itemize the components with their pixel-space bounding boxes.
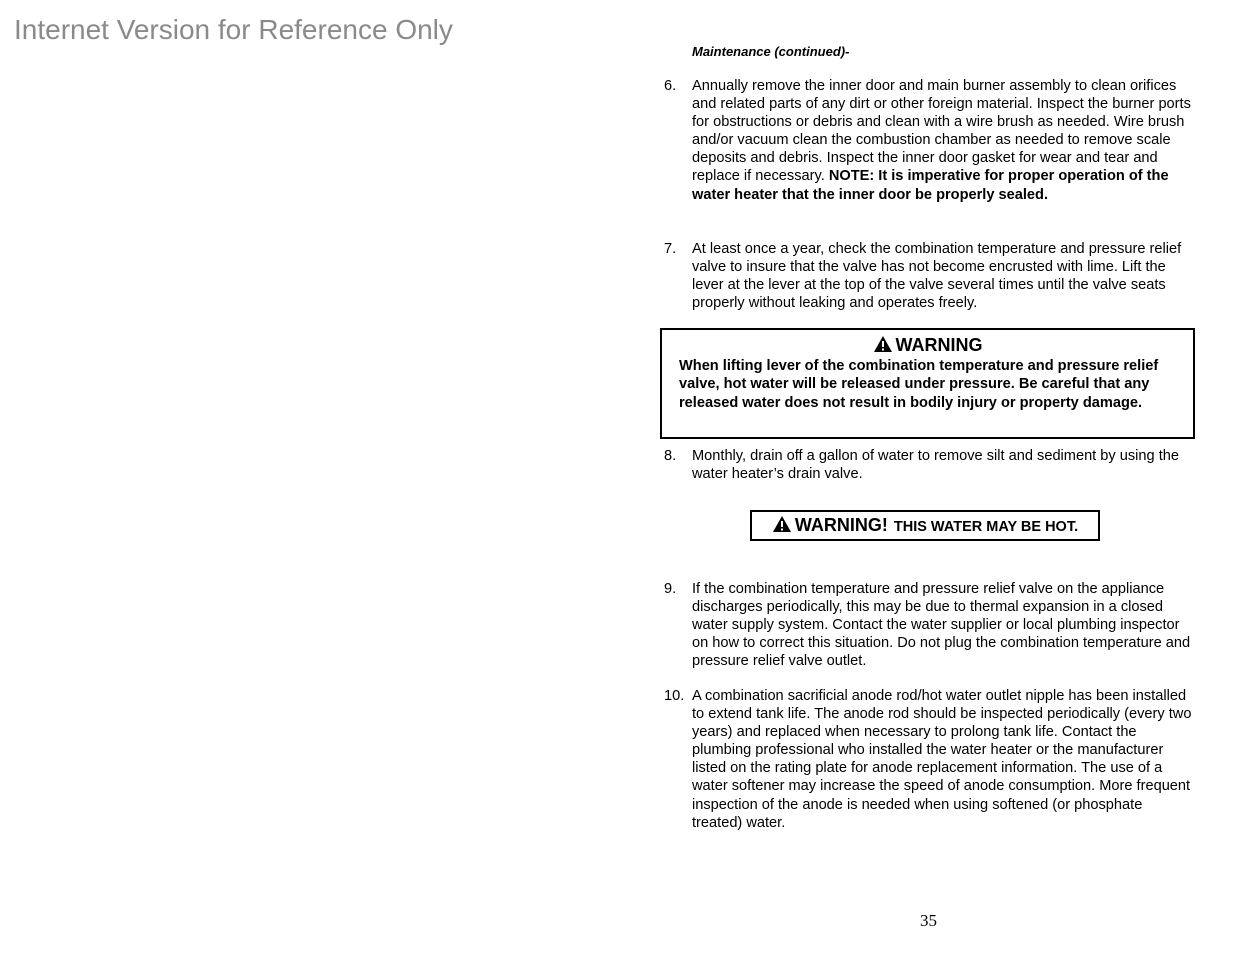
item-text: A combination sacrificial anode rod/hot water outlet nipple has been installed to extend tank life. The anode rod should be inspected periodically (every two years) and replaced when necessary to prolong tank life. Contact the plumbing professional who installed the water heater or the manufacturer listed on the rating plate for anode replacement information. The use of a water softener may increase the speed of anode consumption. More frequent inspection of the anode is needed when using softened (or phosphate treated) water. <box>692 688 1192 831</box>
item-note: NOTE: It is imperative for proper operation of the water heater that the inner door be properly sealed. <box>692 168 1169 203</box>
warning-box <box>660 328 1195 439</box>
list-item-9 <box>664 580 1196 670</box>
item-number: 7. <box>664 241 677 257</box>
warning-title <box>662 335 1193 356</box>
warning-triangle-icon <box>772 515 792 533</box>
hot-water-warning-text: THIS WATER MAY BE HOT. <box>893 519 1079 535</box>
list-item-10 <box>664 687 1196 832</box>
page-number: 35 <box>920 911 937 930</box>
hot-water-warning-label: WARNING! <box>794 515 888 535</box>
item-number: 8. <box>664 448 677 464</box>
item-body <box>692 77 1196 204</box>
warning-triangle-icon <box>873 335 893 353</box>
item-text: Monthly, drain off a gallon of water to remove silt and sediment by using the water heater’s drain valve. <box>692 448 1179 483</box>
section-heading: Maintenance (continued)- <box>692 44 850 59</box>
list-item-6 <box>664 77 1196 204</box>
item-number: 9. <box>664 581 677 597</box>
item-number: 10. <box>664 688 685 704</box>
item-text: Annually remove the inner door and main burner assembly to clean orifices and related parts of any dirt or other foreign material. Inspect the burner ports for obstructions or debris and clean with a wire brush as needed. Wire brush and/or vacuum clean the combustion chamber as needed to remove scale deposits and debris. Inspect the inner door gasket for wear and tear and replace if necessary. <box>692 78 1191 185</box>
list-item-7 <box>664 240 1196 312</box>
warning-text: When lifting lever of the combination temperature and pressure relief valve, hot water will be released under pressure. Be careful that any released water does not result in bodily injury or property damage. <box>679 358 1159 411</box>
warning-title-text: WARNING <box>895 335 983 355</box>
list-item-8 <box>664 447 1196 483</box>
item-number: 6. <box>664 78 677 94</box>
item-text: If the combination temperature and pressure relief valve on the appliance discharges periodically, this may be due to thermal expansion in a closed water supply system. Contact the water supplier or local plumbing inspector on how to correct this situation. Do not plug the combination temperature and pressure relief valve outlet. <box>692 581 1191 670</box>
hot-water-warning <box>750 510 1100 541</box>
item-text: At least once a year, check the combination temperature and pressure relief valve to insure that the valve has not become encrusted with lime. Lift the lever at the lever at the top of the valve several times until the valve seats properly without leaking and operates freely. <box>692 241 1182 312</box>
reference-watermark: Internet Version for Reference Only <box>14 14 453 45</box>
